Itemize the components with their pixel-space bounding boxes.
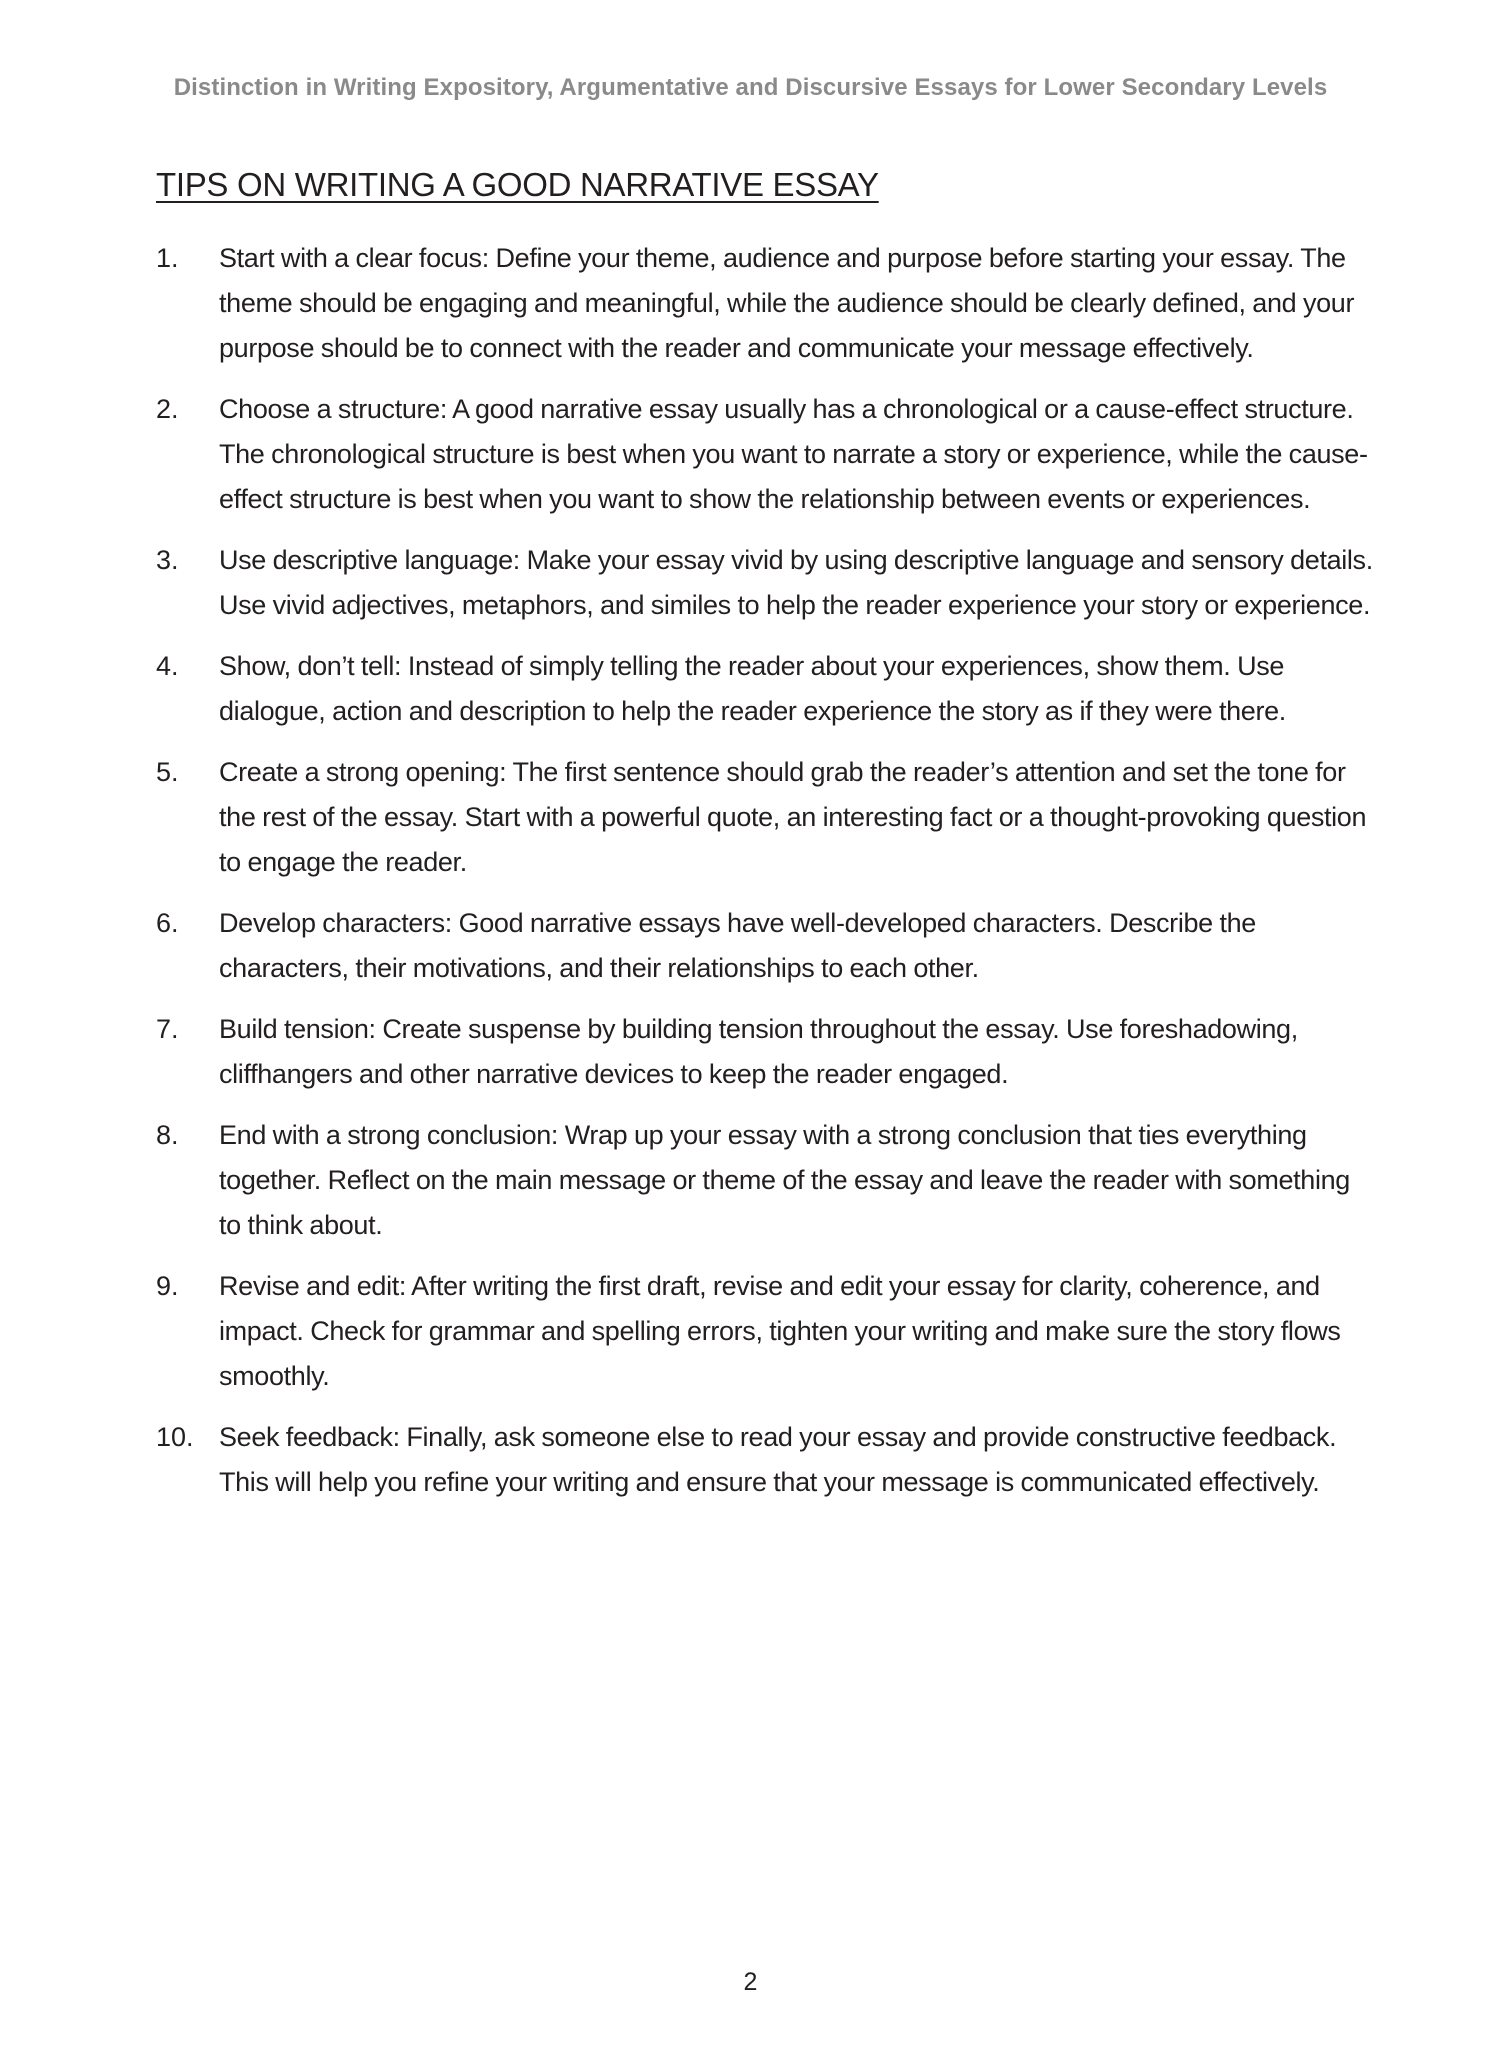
list-item-number: 1. xyxy=(156,243,179,273)
running-header: Distinction in Writing Expository, Argumentative and Discursive Essays for Lower Secondary Levels xyxy=(173,74,1328,101)
list-item-text: Seek feedback: Finally, ask someone else to read your essay and provide constructive feedback. This will help you refine your writing and ensure that your message is communicated effectively. xyxy=(219,1422,1337,1497)
list-item xyxy=(156,1007,1376,1097)
list-item-text: Create a strong opening: The first sentence should grab the reader’s attention and set the tone for the rest of the essay. Start with a powerful quote, an interesting fact or a thought-provoking question to engage the reader. xyxy=(219,757,1367,877)
list-item-number: 2. xyxy=(156,394,179,424)
list-item xyxy=(156,750,1376,885)
list-item xyxy=(156,538,1376,628)
list-item-number: 4. xyxy=(156,651,179,681)
list-item-number: 7. xyxy=(156,1014,179,1044)
list-item xyxy=(156,236,1376,371)
list-item-number: 3. xyxy=(156,545,179,575)
list-item-number: 6. xyxy=(156,908,179,938)
list-item xyxy=(156,901,1376,991)
page-number: 2 xyxy=(743,1968,758,1996)
list-item xyxy=(156,387,1376,522)
list-item xyxy=(156,1113,1376,1248)
list-item-number: 8. xyxy=(156,1120,179,1150)
tips-list xyxy=(156,236,1376,1521)
list-item-number: 10. xyxy=(156,1422,194,1452)
list-item-text: Start with a clear focus: Define your theme, audience and purpose before starting your essay. The theme should be engaging and meaningful, while the audience should be clearly defined, and your purpose should be to connect with the reader and communicate your message effectively. xyxy=(219,243,1355,363)
list-item-text: Build tension: Create suspense by building tension throughout the essay. Use foreshadowing, cliffhangers and other narrative devices to keep the reader engaged. xyxy=(219,1014,1298,1089)
list-item-number: 5. xyxy=(156,757,179,787)
list-item xyxy=(156,1264,1376,1399)
list-item-text: End with a strong conclusion: Wrap up your essay with a strong conclusion that ties everything together. Reflect on the main message or theme of the essay and leave the reader with something to think about. xyxy=(219,1120,1350,1240)
list-item-text: Show, don’t tell: Instead of simply telling the reader about your experiences, show them. Use dialogue, action and description to help the reader experience the story as if they were there. xyxy=(219,651,1286,726)
list-item xyxy=(156,644,1376,734)
list-item-text: Use descriptive language: Make your essay vivid by using descriptive language and sensory details. Use vivid adjectives, metaphors, and similes to help the reader experience your story or experience. xyxy=(219,545,1373,620)
list-item xyxy=(156,1415,1376,1505)
list-item-text: Choose a structure: A good narrative essay usually has a chronological or a cause-effect structure. The chronological structure is best when you want to narrate a story or experience, while the cause-effect structure is best when you want to show the relationship between events or experiences. xyxy=(219,394,1368,514)
page-title: TIPS ON WRITING A GOOD NARRATIVE ESSAY xyxy=(156,166,879,203)
list-item-text: Revise and edit: After writing the first draft, revise and edit your essay for clarity, coherence, and impact. Check for grammar and spelling errors, tighten your writing and make sure the story flows smoothly. xyxy=(219,1271,1341,1391)
list-item-text: Develop characters: Good narrative essays have well-developed characters. Describe the characters, their motivations, and their relationships to each other. xyxy=(219,908,1256,983)
list-item-number: 9. xyxy=(156,1271,179,1301)
